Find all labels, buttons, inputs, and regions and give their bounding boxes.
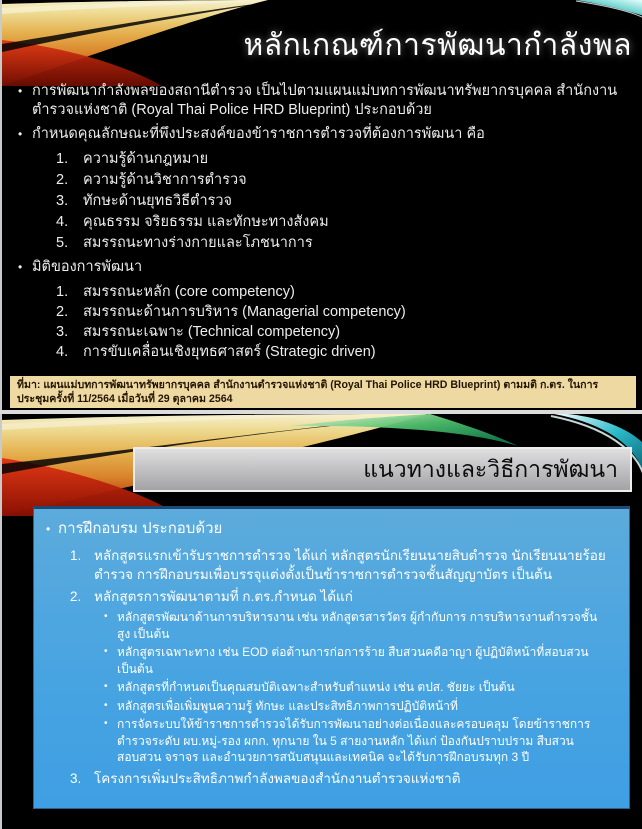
sub-bullet-text: หลักสูตรพัฒนาด้านการบริหารงาน เช่น หลักสูตรสารวัตร ผู้กำกับการ การบริหารงานตำรวจชั้นสูง เป็นต้น [117,610,598,641]
list-item [56,302,624,322]
sub-bullet-text: หลักสูตรเพื่อเพิ่มพูนความรู้ ทักษะ และประสิทธิภาพการปฏิบัติหน้าที่ [117,698,458,713]
list-item [70,769,619,788]
sub-bullet-text: การจัดระบบให้ข้าราชการตำรวจได้รับการพัฒนาอย่างต่อเนื่องและครอบคลุม โดยข้าราชการตำรวจระดับ ผบ.หมู่-รอง ผกก. ทุกนาย ใน 5 สายงานหลัก ได้แก่ ป้องกันปราบปราม สืบสวน สอบสวน จราจร และอำนวยการสนับสนุนและเทคนิค จะได้รับการฝึกอบรมทุก 3 ปี [117,717,591,764]
bullet-item [18,125,624,144]
item-text: การขับเคลื่อนเชิงยุทธศาสตร์ (Strategic driven) [83,344,376,360]
item-text: ทักษะด้านยุทธวิธีตำรวจ [83,193,233,209]
item-number: 1. [70,548,82,563]
bullet-text: มิติของการพัฒนา [32,259,143,275]
sub-bullet-text: หลักสูตรเฉพาะทาง เช่น EOD ต่อต้านการก่อการร้าย สืบสวนคดีอาญา ผู้ปฏิบัติหน้าที่สอบสวน เป็นต้น [117,645,589,676]
bullet-icon: • [104,611,108,622]
item-text: สมรรถนะเฉพาะ (Technical competency) [83,324,341,340]
list-item [56,322,624,342]
traits-list [18,149,624,254]
item-number: 4. [56,214,69,230]
bullet-item [18,258,624,277]
bullet-icon: • [18,260,23,274]
slide2-title-box [133,447,632,492]
heading-text: การฝึกอบรม ประกอบด้วย [58,520,223,537]
item-number: 3. [70,770,82,786]
panel-heading [46,519,619,539]
list-item [70,546,619,584]
bullet-icon: • [104,718,108,729]
list-item [70,587,619,606]
item-text: ความรู้ด้านกฎหมาย [83,151,209,167]
bullet-icon: • [46,522,51,536]
sub-bullet-item [104,716,609,766]
list-item [56,342,624,362]
item-number: 5. [56,235,69,251]
bullet-icon: • [104,699,108,711]
slide2-title: แนวทางและวิธีการพัฒนา [363,455,618,482]
sub-bullet-item [104,609,609,642]
list-item [56,149,624,170]
list-item [56,233,624,254]
list-item [56,282,624,302]
item-number: 2. [56,172,69,188]
list-item [56,191,624,212]
bullet-text: การพัฒนากำลังพลของสถานีตำรวจ เป็นไปตามแผนแม่บทการพัฒนาทรัพยากรบุคคล สำนักงานตำรวจแห่งชาติ (Royal Thai Police HRD Blueprint) ประกอบด้วย [32,83,618,118]
slide1-title: หลักเกณฑ์การพัฒนากำลังพล [243,29,632,62]
item-number: 1. [56,151,69,167]
bullet-icon: • [18,84,23,98]
list-item [56,170,624,191]
item-text: ความรู้ด้านวิชาการตำรวจ [83,172,247,188]
item-number: 4. [56,344,69,360]
bullet-text: กำหนดคุณลักษณะที่พึงประสงค์ของข้าราชการตำรวจที่ต้องการพัฒนา คือ [32,126,485,142]
bullet-icon: • [18,127,23,141]
dimensions-list [18,282,624,362]
item-number: 2. [70,589,82,604]
item-number: 3. [56,324,69,340]
item-text: สมรรถนะทางร่างกายและโภชนาการ [83,235,313,251]
bullet-icon: • [104,646,108,657]
sub-bullet-text: หลักสูตรที่กำหนดเป็นคุณสมบัติเฉพาะสำหรับตำแหน่ง เช่น ตปส. ชัยยะ เป็นต้น [117,680,515,694]
bullet-item [18,82,624,120]
item-text: สมรรถนะหลัก (core competency) [83,284,295,300]
list-item [56,212,624,233]
item-text: สมรรถนะด้านการบริหาร (Managerial competency) [83,304,406,320]
item-number: 1. [56,284,69,300]
item-text: หลักสูตรการพัฒนาตามที่ ก.ตร.กำหนด ได้แก่ [94,589,353,604]
slide-1 [0,0,642,411]
source-note: ที่มา: แผนแม่บทการพัฒนาทรัพยากรบุคคล สำนักงานตำรวจแห่งชาติ (Royal Thai Police HRD Blueprint) ตามมติ ก.ตร. ในการประชุมครั้งที่ 11/2564 เมื่อวันที่ 29 ตุลาคม 2564 [10,376,636,408]
bullet-icon: • [104,681,108,692]
slide1-body [18,82,624,362]
item-text: คุณธรรม จริยธรรม และทักษะทางสังคม [83,214,329,230]
sub-bullet-item [104,698,609,715]
sub-bullet-item [104,679,609,696]
item-number: 3. [56,193,69,209]
sub-bullet-item [104,644,609,677]
item-number: 2. [56,304,69,320]
item-text: โครงการเพิ่มประสิทธิภาพกำลังพลของสำนักงานตำรวจแห่งชาติ [94,770,461,786]
slide-2 [0,414,642,829]
training-panel [33,506,630,809]
item-text: หลักสูตรแรกเข้ารับราชการตำรวจ ได้แก่ หลักสูตรนักเรียนนายสิบตำรวจ นักเรียนนายร้อยตำรวจ การฝึกอบรมเพื่อบรรจุแต่งตั้งเป็นข้าราชการตำรวจชั้นสัญญาบัตร เป็นต้น [94,548,606,582]
